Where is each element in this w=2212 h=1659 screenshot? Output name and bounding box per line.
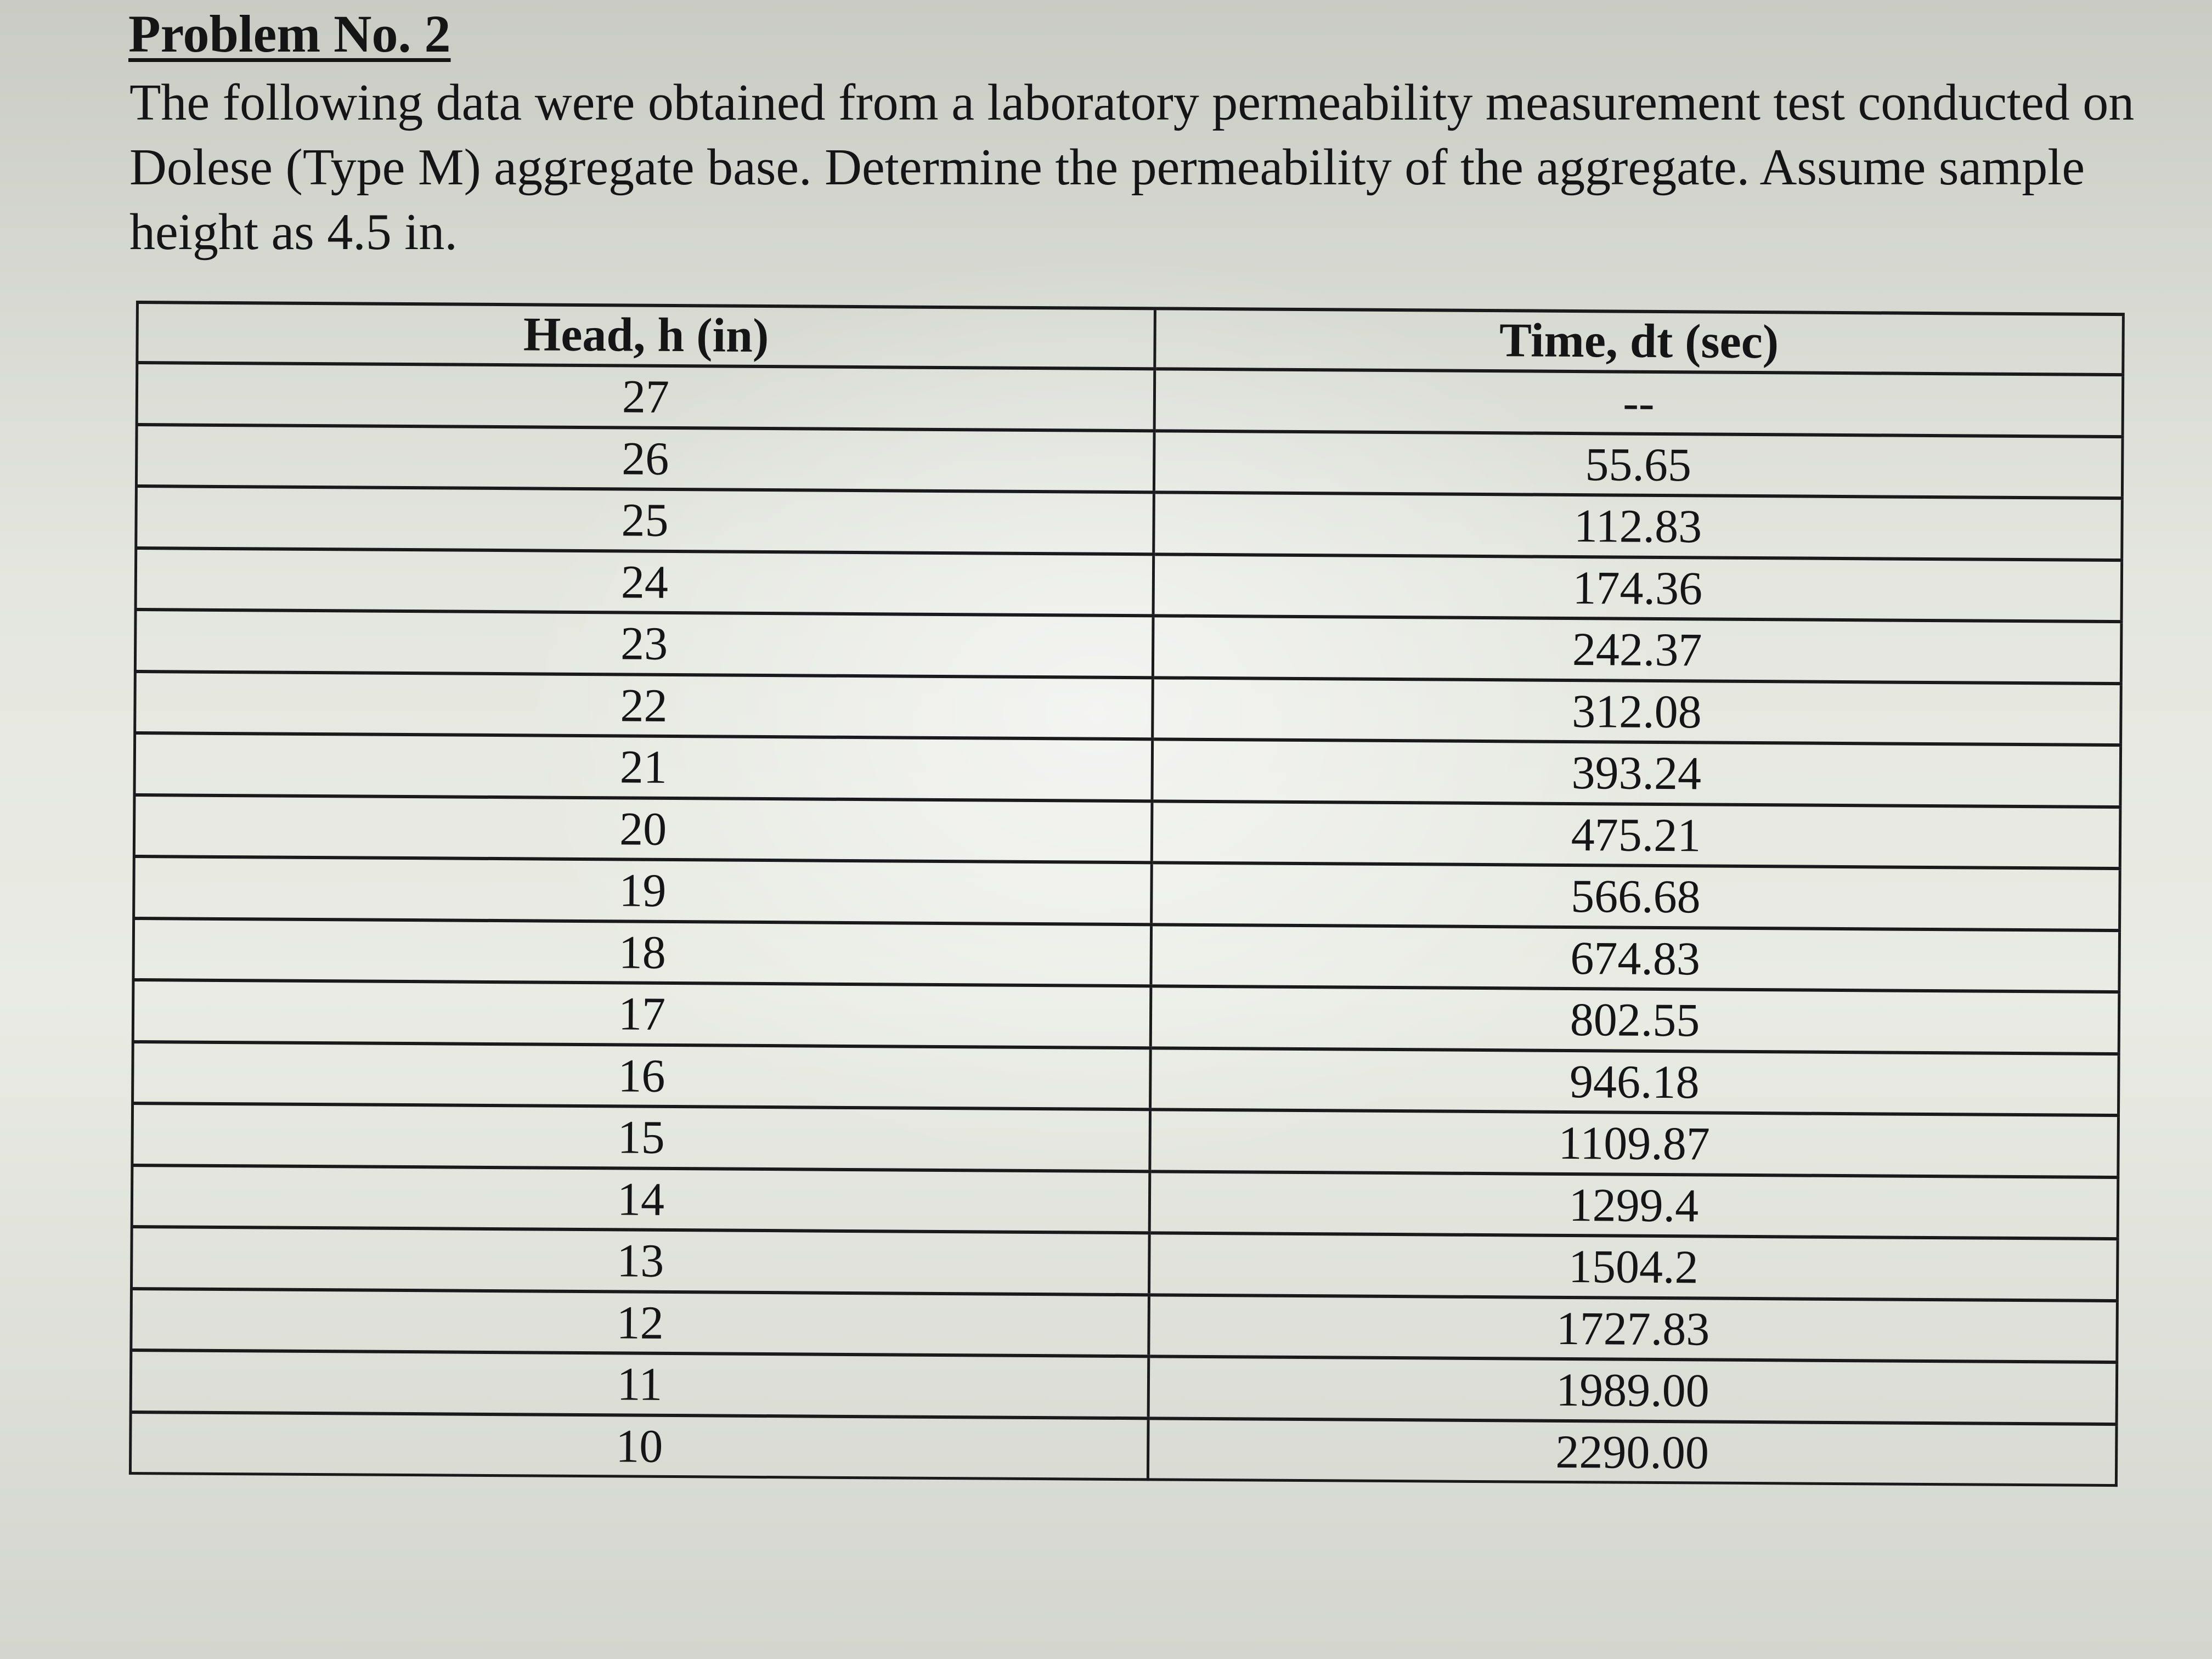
table-row bbox=[136, 425, 2123, 499]
time-cell: 946.18 bbox=[1150, 1048, 2119, 1115]
head-cell: 26 bbox=[136, 425, 1154, 493]
time-cell: 1299.4 bbox=[1149, 1171, 2118, 1239]
head-cell: 11 bbox=[131, 1350, 1149, 1418]
table-row bbox=[132, 1227, 2118, 1301]
head-cell: 10 bbox=[130, 1412, 1148, 1479]
problem-statement-line: The following data were obtained from a laboratory permeability measurement test conducted on bbox=[129, 74, 2135, 131]
table-row bbox=[134, 733, 2121, 807]
head-cell: 16 bbox=[133, 1041, 1151, 1109]
table-row bbox=[134, 794, 2120, 868]
head-cell: 27 bbox=[137, 363, 1155, 431]
time-cell: 55.65 bbox=[1154, 431, 2123, 498]
head-cell: 17 bbox=[133, 980, 1151, 1048]
head-cell: 24 bbox=[136, 548, 1154, 616]
time-cell: 802.55 bbox=[1150, 986, 2119, 1053]
time-cell: 475.21 bbox=[1152, 801, 2120, 868]
table-body bbox=[130, 363, 2123, 1486]
time-cell: 393.24 bbox=[1152, 739, 2121, 806]
table-row bbox=[136, 486, 2123, 560]
time-cell: 674.83 bbox=[1151, 924, 2120, 992]
time-cell: 112.83 bbox=[1154, 492, 2123, 560]
table-row bbox=[137, 363, 2123, 437]
head-cell: 14 bbox=[132, 1165, 1150, 1233]
table-row bbox=[135, 610, 2121, 684]
time-cell: 2290.00 bbox=[1148, 1418, 2117, 1486]
time-cell: 312.08 bbox=[1153, 678, 2121, 745]
table-row bbox=[132, 1103, 2119, 1177]
head-cell: 19 bbox=[134, 856, 1152, 924]
head-cell: 21 bbox=[134, 733, 1153, 801]
time-cell: 1109.87 bbox=[1150, 1109, 2119, 1177]
time-cell: 1504.2 bbox=[1149, 1233, 2118, 1300]
table-row bbox=[133, 1041, 2119, 1115]
table-row bbox=[136, 548, 2122, 622]
table-row bbox=[134, 856, 2120, 930]
problem-statement bbox=[129, 70, 2135, 264]
table-row bbox=[131, 1288, 2118, 1362]
column-header-time: Time, dt (sec) bbox=[1155, 308, 2124, 375]
head-cell: 13 bbox=[132, 1227, 1150, 1295]
table-row bbox=[135, 672, 2121, 746]
head-cell: 20 bbox=[134, 794, 1152, 862]
table-row bbox=[132, 1165, 2118, 1239]
head-cell: 12 bbox=[131, 1288, 1149, 1356]
table-header-row bbox=[137, 302, 2124, 375]
time-cell: 566.68 bbox=[1152, 862, 2120, 930]
time-cell: 242.37 bbox=[1153, 616, 2121, 683]
time-cell: 1989.00 bbox=[1148, 1356, 2117, 1424]
table-row bbox=[133, 980, 2119, 1054]
problem-statement-line: height as 4.5 in. bbox=[129, 204, 458, 261]
head-cell: 15 bbox=[132, 1103, 1150, 1171]
problem-statement-line: Dolese (Type M) aggregate base. Determine the permeability of the aggregate. Assume sample bbox=[129, 139, 2085, 196]
time-cell: -- bbox=[1154, 369, 2123, 436]
head-cell: 22 bbox=[135, 672, 1153, 740]
time-cell: 174.36 bbox=[1153, 554, 2122, 622]
table-row bbox=[133, 918, 2120, 992]
table-row bbox=[131, 1350, 2117, 1424]
permeability-data-table bbox=[129, 301, 2125, 1487]
column-header-head: Head, h (in) bbox=[137, 302, 1155, 369]
time-cell: 1727.83 bbox=[1149, 1295, 2118, 1362]
head-cell: 23 bbox=[135, 610, 1153, 678]
head-cell: 18 bbox=[133, 918, 1152, 986]
table-row bbox=[130, 1412, 2117, 1485]
head-cell: 25 bbox=[136, 486, 1154, 554]
problem-title: Problem No. 2 bbox=[128, 4, 451, 63]
